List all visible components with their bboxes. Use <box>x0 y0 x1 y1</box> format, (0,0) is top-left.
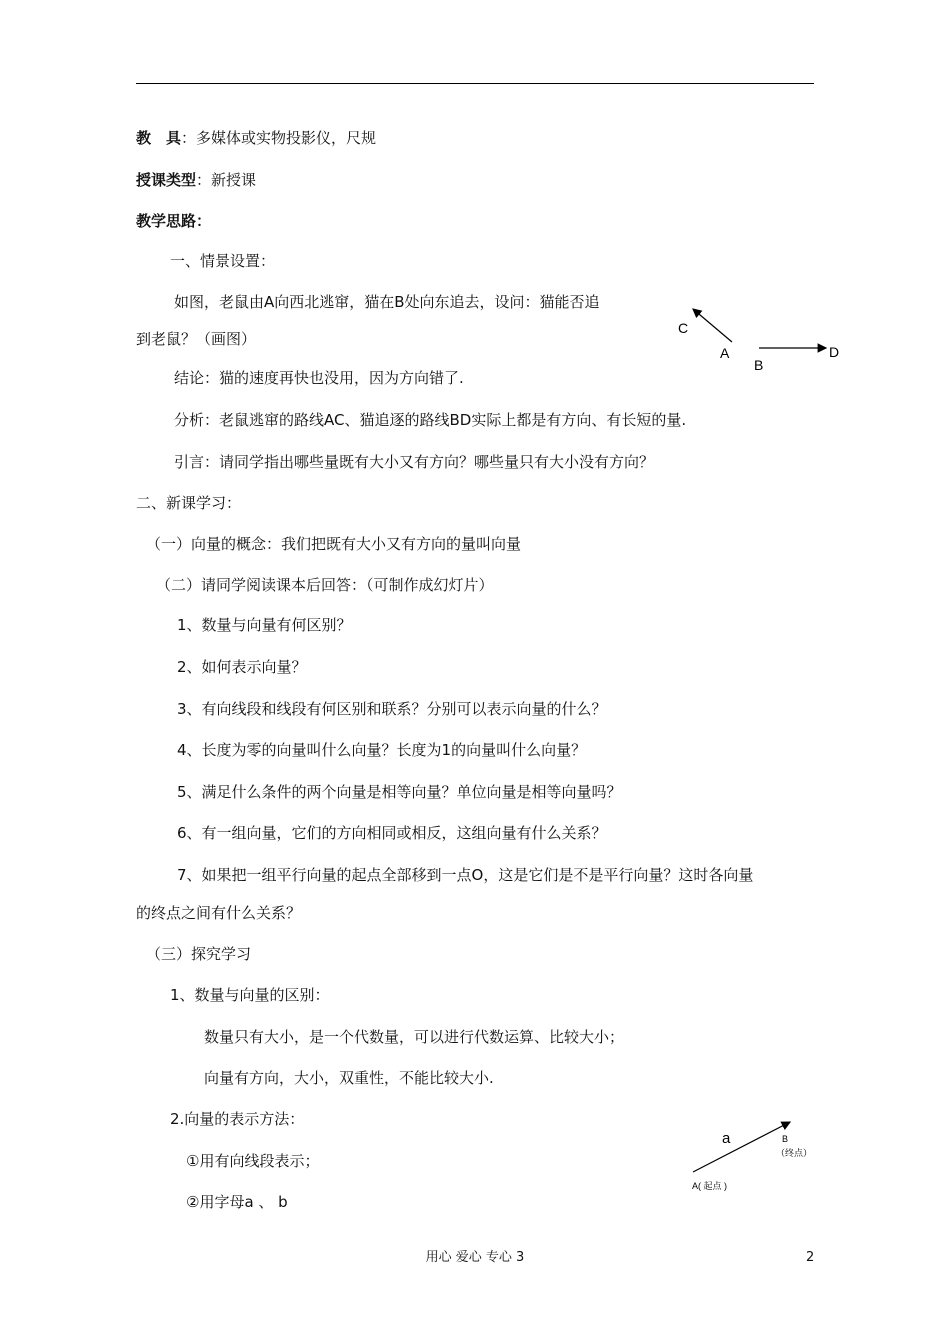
explore-item-1b: 向量有方向，大小，双重性，不能比较大小. <box>204 1069 494 1087</box>
tools-text: ：多媒体或实物投影仪，尺规 <box>181 129 377 147</box>
analysis: 分析：老鼠逃窜的路线AC、猫追逐的路线BD实际上都是有方向、有长短的量. <box>174 411 687 429</box>
vector-ab <box>693 1122 790 1172</box>
explore-item-2: 2.向量的表示方法： <box>170 1110 305 1128</box>
figure-mouse-cat-svg <box>670 300 850 380</box>
label-vector-a: a <box>722 1130 731 1147</box>
explore-item-1: 1、数量与向量的区别： <box>170 986 330 1004</box>
type-text: ：新授课 <box>196 171 257 189</box>
intro: 引言：请同学指出哪些量既有大小又有方向？哪些量只有大小没有方向？ <box>174 453 655 471</box>
tools-line <box>136 128 376 148</box>
explore-item-1a: 数量只有大小，是一个代数量，可以进行代数运算、比较大小； <box>204 1028 625 1046</box>
question-7: 7、如果把一组平行向量的起点全部移到一点O，这是它们是不是平行向量？这时各向量 <box>177 866 754 884</box>
question-2: 2、如何表示向量？ <box>177 658 307 676</box>
section2-title: 二、新课学习： <box>136 494 242 512</box>
concept-line: （一）向量的概念：我们把既有大小又有方向的量叫向量 <box>146 535 522 553</box>
label-b: B <box>754 357 764 373</box>
figure-vector-ab-svg <box>680 1115 830 1195</box>
vector-ac <box>693 309 732 342</box>
page-number: 2 <box>806 1250 815 1265</box>
question-5: 5、满足什么条件的两个向量是相等向量？单位向量是相等向量吗？ <box>177 783 622 801</box>
label-point-b: B <box>782 1134 789 1144</box>
label-end-point: （终点） <box>776 1148 813 1158</box>
label-start-point: A( 起点 ) <box>692 1181 727 1191</box>
section1-paragraph-1b: 到老鼠？（画图） <box>136 330 257 348</box>
conclusion: 结论：猫的速度再快也没用，因为方向错了. <box>174 369 464 387</box>
explore-item-2a: ①用有向线段表示； <box>186 1152 320 1170</box>
figure-mouse-cat <box>670 300 850 380</box>
label-c: C <box>678 320 689 336</box>
explore-item-2b: ②用字母a 、 b <box>186 1193 288 1211</box>
explore-title: （三）探究学习 <box>146 945 252 963</box>
figure-vector-ab <box>680 1115 830 1195</box>
question-1: 1、数量与向量有何区别？ <box>177 616 352 634</box>
header-rule <box>136 83 814 84</box>
type-line <box>136 170 256 190</box>
tools-label: 教 具 <box>136 129 182 147</box>
question-7-cont: 的终点之间有什么关系？ <box>136 904 302 922</box>
idea-heading: 教学思路： <box>136 212 212 230</box>
label-a: A <box>720 345 730 361</box>
read-line: （二）请同学阅读课本后回答：（可制作成幻灯片） <box>156 576 494 594</box>
section1-title: 一、情景设置： <box>170 252 276 270</box>
section1-paragraph-1a: 如图，老鼠由A向西北逃窜，猫在B处向东追去，设问：猫能否追 <box>174 293 600 311</box>
label-d: D <box>829 344 840 360</box>
page-footer: 用心 爱心 专心 3 <box>425 1250 525 1265</box>
type-label: 授课类型 <box>136 171 197 189</box>
question-3: 3、有向线段和线段有何区别和联系？分别可以表示向量的什么？ <box>177 700 607 718</box>
question-4: 4、长度为零的向量叫什么向量？长度为1的向量叫什么向量？ <box>177 741 587 759</box>
question-6: 6、有一组向量，它们的方向相同或相反，这组向量有什么关系？ <box>177 824 607 842</box>
